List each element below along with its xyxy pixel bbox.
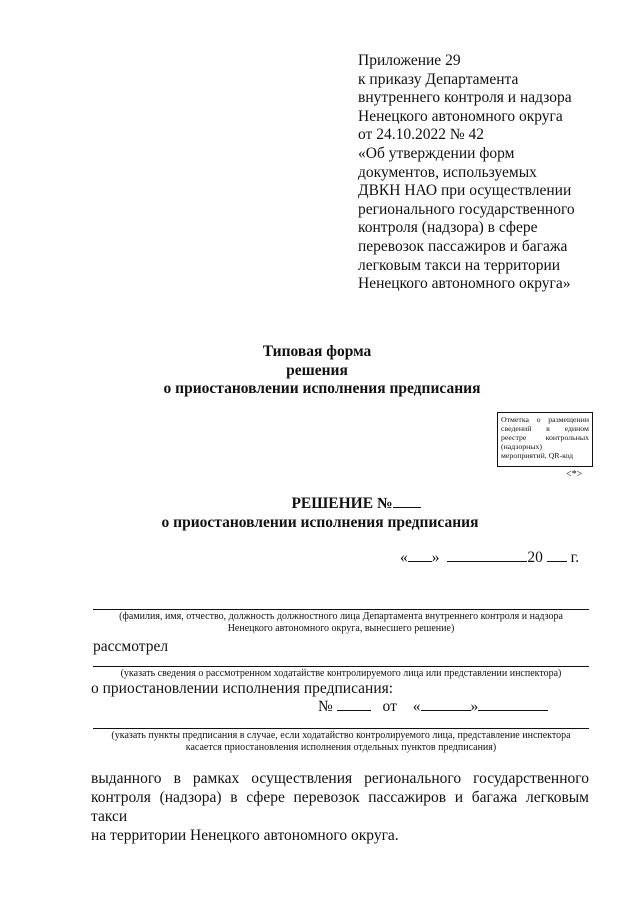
points-caption-line-1: (указать пункты предписания в случае, если ходатайство контролируемого лица, представление инспектора (111, 730, 571, 741)
points-field-line[interactable] (93, 728, 589, 729)
year-prefix: 20 (527, 549, 543, 566)
form-title-line-1: Типовая форма (262, 343, 372, 360)
month-blank[interactable] (447, 561, 527, 562)
appendix-line: Приложение 29 (358, 52, 461, 69)
official-field-line[interactable] (93, 609, 589, 610)
body-line-1: выданного в рамках осуществления регионального государственного (91, 770, 589, 787)
official-caption (84, 611, 598, 635)
appendix-line: документов, используемых (358, 163, 537, 181)
from-open-quote: « (412, 698, 421, 715)
points-caption (84, 730, 598, 754)
appendix-line: регионального государственного (358, 200, 575, 218)
appendix-line: «Об утверждении форм (358, 144, 515, 162)
official-caption-line-1: (фамилия, имя, отчество, должность должностного лица Департамента внутреннего контроля и надзора (119, 611, 563, 622)
appendix-line: к приказу Департамента (358, 70, 519, 88)
registry-qr-box (497, 412, 593, 467)
appendix-header (358, 52, 608, 294)
petition-field-line[interactable] (93, 666, 589, 667)
date-close-quote: » (431, 549, 440, 566)
body-line-2: контроля (надзора) в сфере перевозок пассажиров и багажа легковым такси (91, 789, 589, 825)
date-line (400, 549, 579, 567)
date-open-quote: « (400, 549, 408, 566)
year-suffix: г. (570, 549, 580, 566)
registry-qr-text: Отметка о размещении сведений в едином реестре контрольных (надзорных) мероприятий, QR-код (501, 415, 589, 460)
number-from-line (318, 698, 548, 716)
decision-number-label: РЕШЕНИЕ № (291, 495, 393, 512)
from-close-quote: » (470, 698, 479, 715)
appendix-line: контроля (надзора) в сфере (358, 219, 538, 237)
body-paragraph (91, 769, 589, 845)
appendix-line: внутреннего контроля и надзора (358, 89, 572, 107)
from-month-blank[interactable] (478, 710, 548, 711)
appendix-line: Ненецкого автономного округа» (358, 275, 571, 293)
footnote-mark: <*> (566, 469, 583, 480)
body-line-3: на территории Ненецкого автономного округа. (91, 827, 399, 844)
appendix-line: Ненецкого автономного округа (358, 107, 563, 125)
from-day-blank[interactable] (421, 710, 471, 711)
decision-title-line (36, 494, 640, 513)
decision-title (0, 494, 640, 532)
form-title-line-3: о приостановлении исполнения предписания (163, 380, 481, 397)
appendix-line: перевозок пассажиров и багажа (358, 237, 568, 255)
day-blank[interactable] (408, 561, 432, 562)
year-blank[interactable] (547, 561, 567, 562)
number-blank[interactable] (337, 710, 371, 711)
decision-number-blank[interactable] (393, 507, 421, 508)
appendix-line: легковым такси на территории (358, 256, 561, 274)
appendix-line: ДВКН НАО при осуществлении (358, 182, 572, 200)
petition-caption: (указать сведения о рассмотренном ходатайстве контролируемого лица или представлении инспектора) (120, 668, 562, 679)
appendix-line: от 24.10.2022 № 42 (358, 126, 484, 144)
from-label: от (382, 698, 397, 715)
suspension-label: о приостановлении исполнения предписания: (91, 680, 394, 697)
form-title (0, 343, 640, 399)
points-caption-line-2: касается приостановления исполнения отдельных пунктов предписания) (185, 742, 497, 753)
reviewed-label: рассмотрел (93, 638, 169, 655)
number-label: № (318, 698, 333, 715)
decision-subtitle: о приостановлении исполнения предписания (161, 514, 479, 531)
official-caption-line-2: Ненецкого автономного округа, вынесшего решение) (227, 623, 455, 634)
form-title-line-2: решения (286, 361, 348, 379)
